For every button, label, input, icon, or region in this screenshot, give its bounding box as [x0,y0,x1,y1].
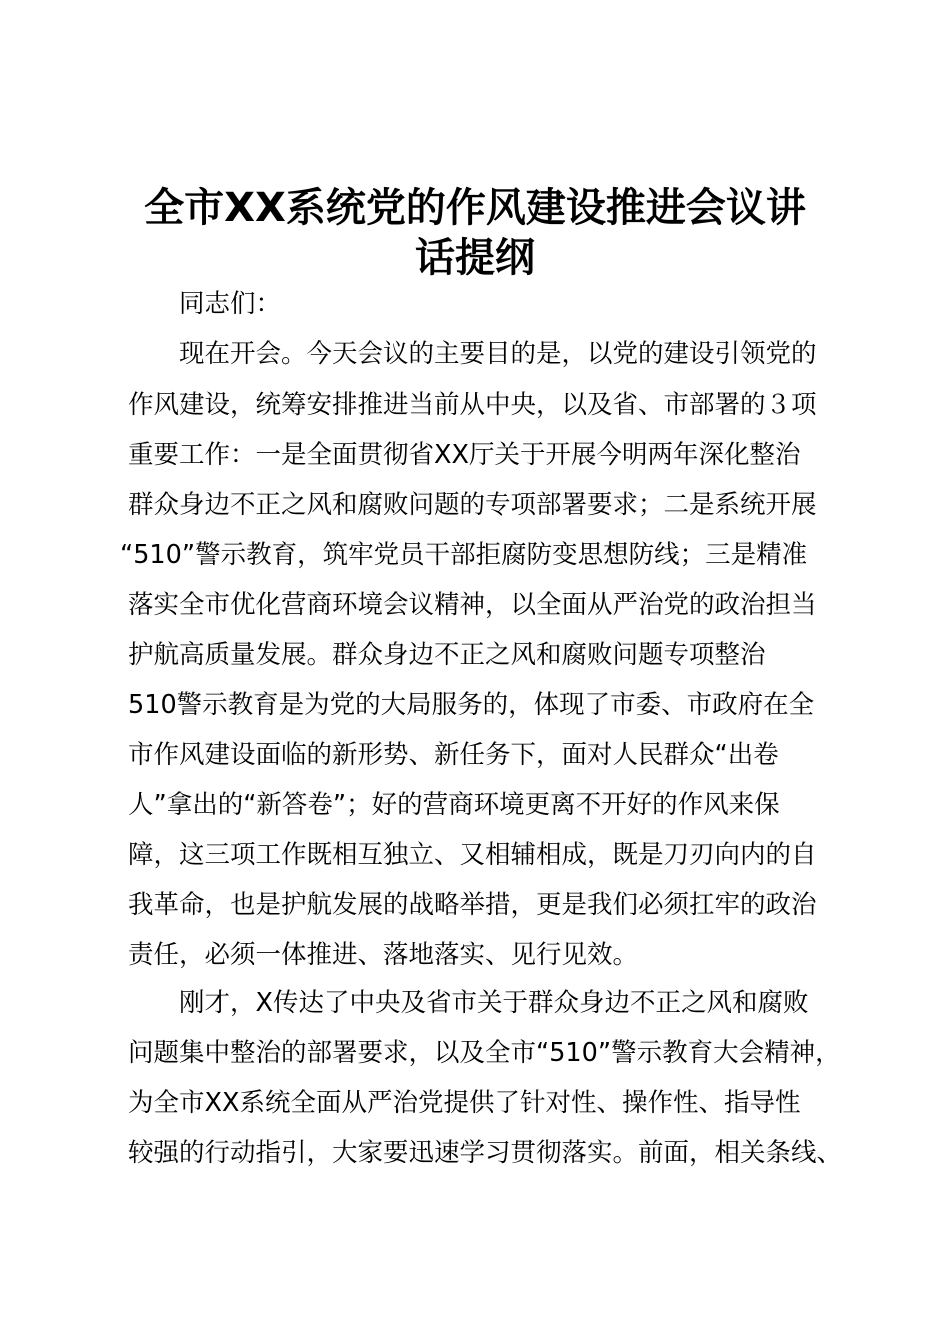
paragraph-1-line: “510”警示教育，筑牢党员干部拒腐防变思想防线；三是精准 [120,540,808,570]
paragraph-1-line: 我革命，也是护航发展的战略举措，更是我们必须扛牢的政治 [128,890,817,920]
paragraph-1-line: 障，这三项工作既相互独立、又相辅相成，既是刀刃向内的自 [128,840,817,870]
paragraph-1-line: 责任，必须一体推进、落地落实、见行见效。 [128,940,639,970]
paragraph-1-line: 作风建设，统筹安排推进当前从中央，以及省、市部署的３项 [128,390,817,420]
paragraph-1-line: 510警示教育是为党的大局服务的，体现了市委、市政府在全 [128,690,815,720]
greeting: 同志们： [179,289,282,319]
paragraph-1-line: 落实全市优化营商环境会议精神，以全面从严治党的政治担当 [128,590,817,620]
paragraph-1-line: 护航高质量发展。群众身边不正之风和腐败问题专项整治 [128,640,766,670]
paragraph-2-line: 问题集中整治的部署要求，以及全市“510”警示教育大会精神， [128,1038,841,1068]
paragraph-2-line: 为全市XX系统全面从严治党提供了针对性、操作性、指导性 [128,1088,801,1118]
paragraph-1-line: 市作风建设面临的新形势、新任务下，面对人民群众“出卷 [128,740,779,770]
paragraph-2-line: 刚才，X传达了中央及省市关于群众身边不正之风和腐败 [179,988,809,1018]
document-title-line-1: 全市XX系统党的作风建设推进会议讲 [144,185,806,231]
paragraph-1-line: 群众身边不正之风和腐败问题的专项部署要求；二是系统开展 [128,490,817,520]
paragraph-1-line: 现在开会。今天会议的主要目的是，以党的建设引领党的 [179,339,817,369]
paragraph-2-line: 较强的行动指引，大家要迅速学习贯彻落实。前面，相关条线、 [128,1138,843,1168]
paragraph-1-line: 人”拿出的“新答卷”；好的营商环境更离不开好的作风来保 [128,790,780,820]
paragraph-1-line: 重要工作：一是全面贯彻省XX厅关于开展今明两年深化整治 [128,440,801,470]
document-title-line-2: 话提纲 [415,235,535,281]
